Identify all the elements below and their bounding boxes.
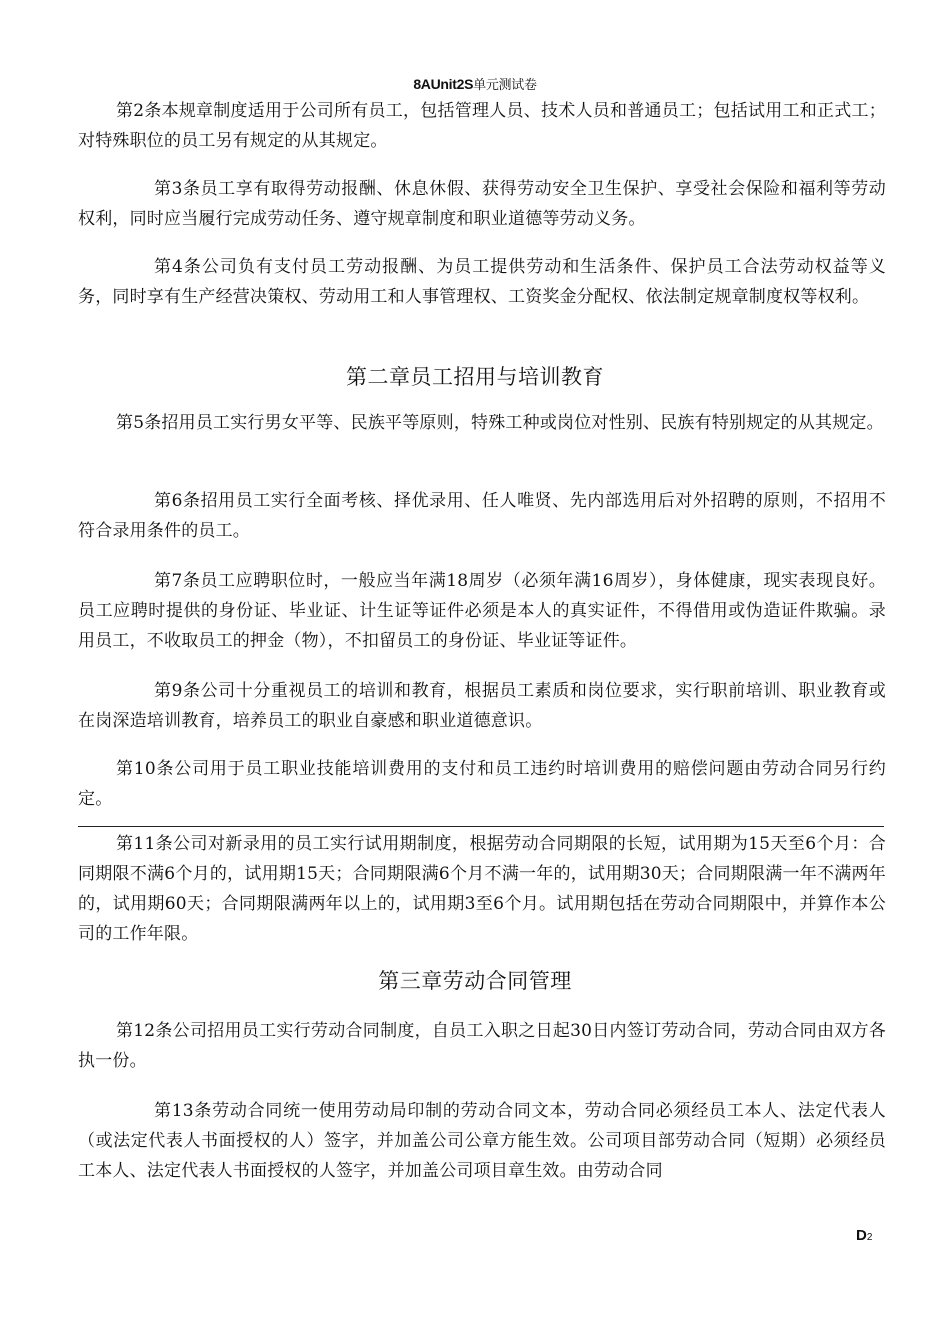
article-13: 第13条劳动合同统一使用劳动局印制的劳动合同文本，劳动合同必须经员工本人、法定代表人（或法定代表人书面授权的人）签字，并加盖公司公章方能生效。公司项目部劳动合同（短期）必须经员工本人、法定代表人书面授权的人签字，并加盖公司项目章生效。由劳动合同 [78,1101,886,1181]
article-3: 第3条员工享有取得劳动报酬、休息休假、获得劳动安全卫生保护、享受社会保险和福利等劳动权利，同时应当履行完成劳动任务、遵守规章制度和职业道德等劳动义务。 [78,179,886,229]
header-code: 8AUnit2S [413,76,474,92]
page-number-letter: D [856,1227,867,1244]
page-number [856,1227,872,1244]
header-title: 单元测试卷 [473,78,537,93]
page-number-digit: 2 [866,1232,873,1243]
page-header [0,74,950,93]
article-2: 第2条本规章制度适用于公司所有员工，包括管理人员、技术人员和普通员工；包括试用工和正式工；对特殊职位的员工另有规定的从其规定。 [78,101,886,151]
article-10: 第10条公司用于员工职业技能培训费用的支付和员工违约时培训费用的赔偿问题由劳动合同另行约定。 [78,759,886,809]
chapter-3-heading: 第三章劳动合同管理 [378,969,572,993]
article-11: 第11条公司对新录用的员工实行试用期制度，根据劳动合同期限的长短，试用期为15天至6个月：合同期限不满6个月的，试用期15天；合同期限满6个月不满一年的，试用期30天；合同期限满一年不满两年的，试用期60天；合同期限满两年以上的，试用期3至6个月。试用期包括在劳动合同期限中，并算作本公司的工作年限。 [78,834,886,944]
article-12: 第12条公司招用员工实行劳动合同制度，自员工入职之日起30日内签订劳动合同，劳动合同由双方各执一份。 [78,1021,886,1071]
article-7: 第7条员工应聘职位时，一般应当年满18周岁（必须年满16周岁），身体健康，现实表现良好。员工应聘时提供的身份证、毕业证、计生证等证件必须是本人的真实证件，不得借用或伪造证件欺骗。录用员工，不收取员工的押金（物），不扣留员工的身份证、毕业证等证件。 [78,571,886,651]
horizontal-rule [78,826,884,827]
chapter-2-heading: 第二章员工招用与培训教育 [346,365,604,389]
article-5: 第5条招用员工实行男女平等、民族平等原则，特殊工种或岗位对性别、民族有特别规定的从其规定。 [116,413,884,433]
article-6: 第6条招用员工实行全面考核、择优录用、任人唯贤、先内部选用后对外招聘的原则，不招用不符合录用条件的员工。 [78,491,886,541]
article-9: 第9条公司十分重视员工的培训和教育，根据员工素质和岗位要求，实行职前培训、职业教育或在岗深造培训教育，培养员工的职业自豪感和职业道德意识。 [78,681,886,731]
article-4: 第4条公司负有支付员工劳动报酬、为员工提供劳动和生活条件、保护员工合法劳动权益等义务，同时享有生产经营决策权、劳动用工和人事管理权、工资奖金分配权、依法制定规章制度权等权利。 [78,257,886,307]
